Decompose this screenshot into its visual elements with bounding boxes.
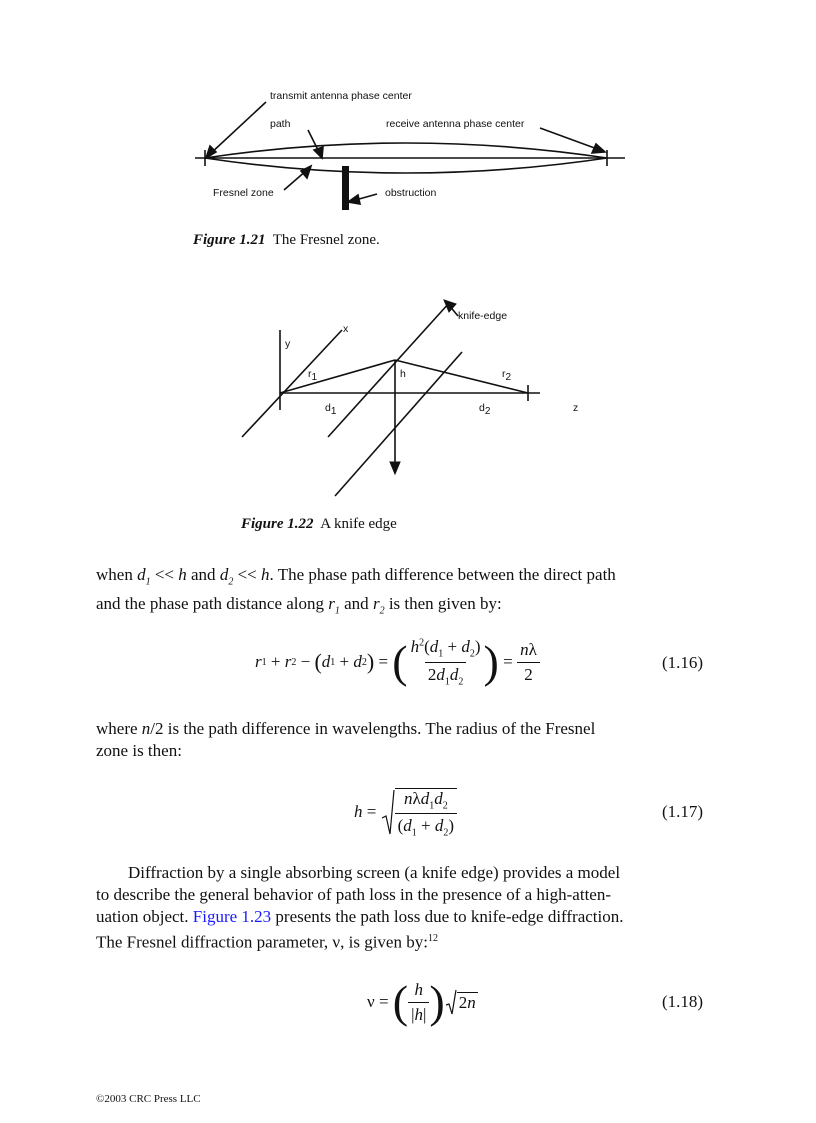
d1-label: $d_1$ (325, 402, 337, 418)
equation-number-1-18: (1.18) (662, 992, 704, 1011)
copyright-footer: ©2003 CRC Press LLC (96, 1093, 201, 1105)
fresnel-zone-label: Fresnel zone (213, 187, 274, 199)
path-label: path (270, 118, 291, 130)
paragraph-3: Diffraction by a single absorbing screen (a knife edge) provides a model to describe the general behavior of path loss in the presence of a high-atten- uation object. Figure 1.23 presents the path loss due to knife-edge diffraction. The Fresnel diffraction parameter, ν, is given by:$^{12}$ (96, 863, 624, 952)
equation-1-17: h = $\frac{n\lambda d_1d_2}{(d_1 + d_2)}$ (354, 786, 457, 838)
equation-1-16: r 1 + r 2 − ( d 1 + d 2 ) = ( $\frac{h^2(d_1 + d_2)}{2d_1d_2}$ ) = $\frac{n\lambda}{2}$ (255, 630, 540, 694)
caption-text: A knife edge (320, 516, 397, 532)
receive-antenna-label: receive antenna phase center (386, 118, 525, 130)
figure-1-23-link[interactable]: Figure 1.23 (192, 907, 272, 926)
radical-sign (445, 989, 457, 1015)
equation-number-1-16: (1.16) (662, 653, 704, 672)
knife-edge-label: knife-edge (458, 310, 508, 322)
x-axis-label: x (343, 323, 349, 335)
paragraph-1: when $d_1 << h$ and $d_2 << h$. The phase path difference between the direct path and the phase path distance along $r_1$ and $r_2$ is then given by: (96, 565, 616, 617)
obstruction-label: obstruction (385, 187, 437, 199)
equation-1-18: ν = ( $\frac{h}{|h|}$ ) 2n (367, 976, 476, 1027)
figure-1-21-caption (193, 232, 380, 249)
caption-label: Figure 1.21 (193, 232, 266, 248)
r2-label: $r_2$ (502, 368, 512, 384)
caption-text: The Fresnel zone. (272, 232, 380, 248)
paragraph-2: where n/2 is the path difference in wavelengths. The radius of the Fresnel zone is then: (96, 719, 596, 760)
d2-label: $d_2$ (479, 402, 491, 418)
equation-number-1-17: (1.17) (662, 802, 704, 821)
r1-label: $r_1$ (308, 368, 318, 384)
caption-label: Figure 1.22 (241, 516, 314, 532)
figure-1-22-caption (241, 516, 397, 533)
y-axis-label: y (285, 338, 291, 350)
transmit-antenna-label: transmit antenna phase center (270, 90, 412, 102)
h-label: h (400, 368, 406, 380)
knife-edge-figure (230, 290, 590, 502)
z-axis-label: z (573, 402, 579, 414)
radical-sign (381, 788, 395, 836)
